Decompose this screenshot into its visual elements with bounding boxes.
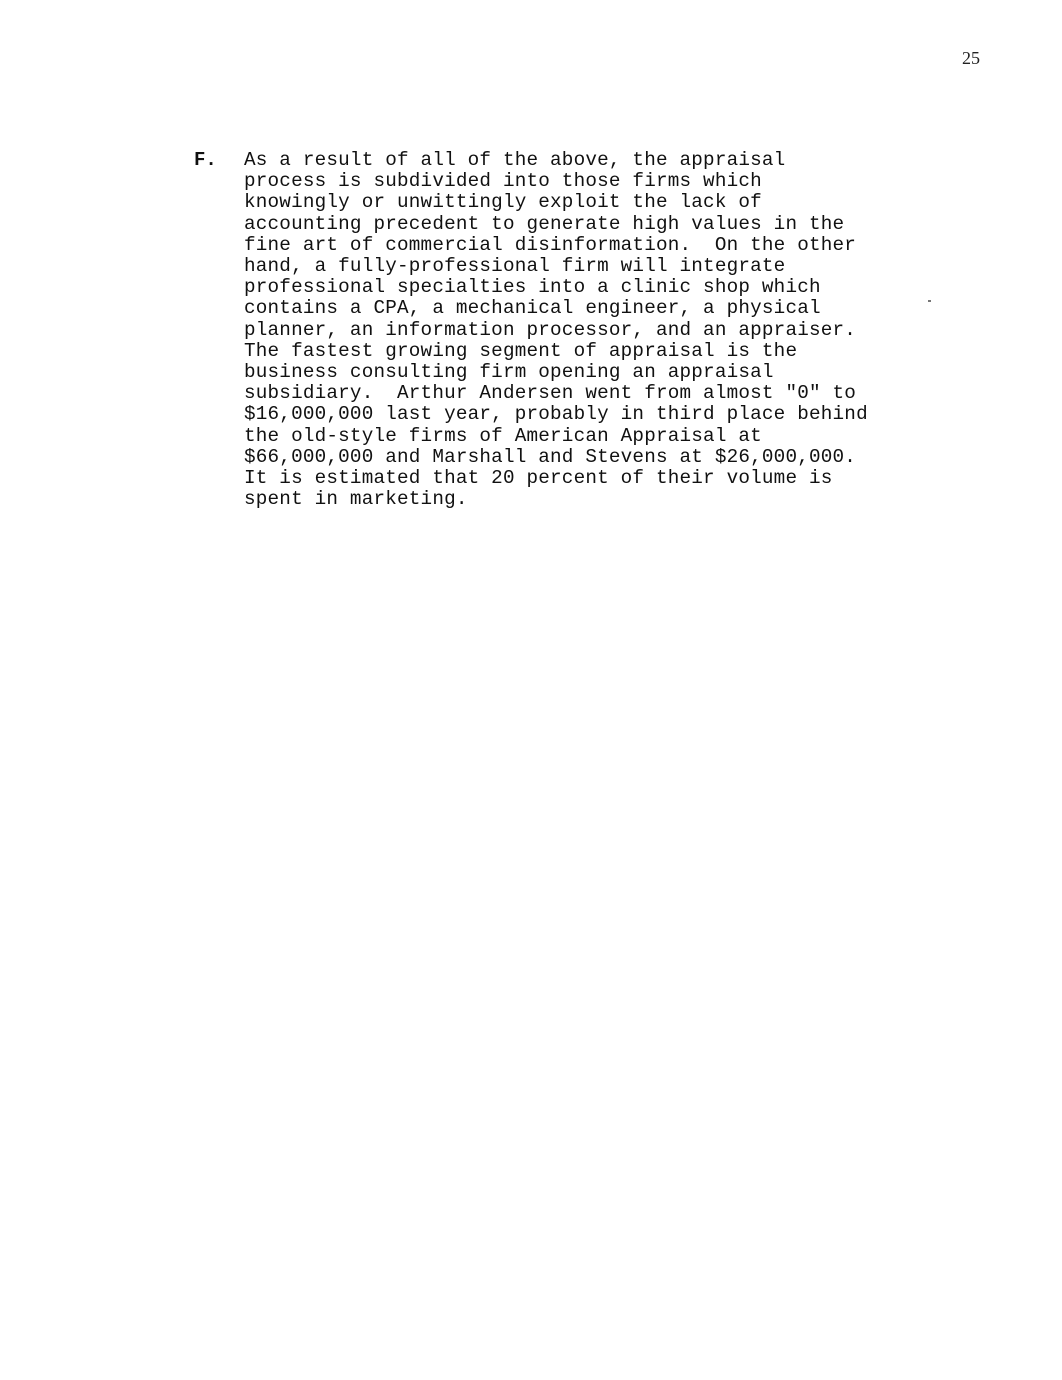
paragraph-line: professional specialties into a clinic shop which bbox=[244, 276, 821, 299]
paragraph-line: It is estimated that 20 percent of their volume is bbox=[244, 467, 833, 490]
paragraph-line: The fastest growing segment of appraisal is the bbox=[244, 339, 798, 362]
page-number: 25 bbox=[962, 48, 980, 68]
paragraph-line: contains a CPA, a mechanical engineer, a physical bbox=[244, 297, 821, 320]
paragraph-line: process is subdivided into those firms which bbox=[244, 170, 762, 193]
section-paragraph bbox=[244, 150, 964, 510]
section-label: F. bbox=[194, 149, 217, 171]
paragraph-line: accounting precedent to generate high values in the bbox=[244, 212, 845, 235]
scan-speck bbox=[928, 300, 931, 302]
paragraph-line: spent in marketing. bbox=[244, 488, 468, 511]
paragraph-line: planner, an information processor, and an appraiser. bbox=[244, 318, 857, 341]
paragraph-line: As a result of all of the above, the appraisal bbox=[244, 149, 786, 171]
paragraph-line: $16,000,000 last year, probably in third place behind bbox=[244, 403, 868, 426]
paragraph-line: knowingly or unwittingly exploit the lack of bbox=[244, 191, 762, 214]
paragraph-line: fine art of commercial disinformation. On the other bbox=[244, 233, 857, 256]
paragraph-line: the old-style firms of American Appraisal at bbox=[244, 424, 762, 447]
paragraph-line: subsidiary. Arthur Andersen went from almost "0" to bbox=[244, 382, 857, 405]
paragraph-line: business consulting firm opening an appraisal bbox=[244, 361, 774, 384]
paragraph-line: $66,000,000 and Marshall and Stevens at $26,000,000. bbox=[244, 445, 857, 468]
paragraph-line: hand, a fully-professional firm will integrate bbox=[244, 255, 786, 278]
